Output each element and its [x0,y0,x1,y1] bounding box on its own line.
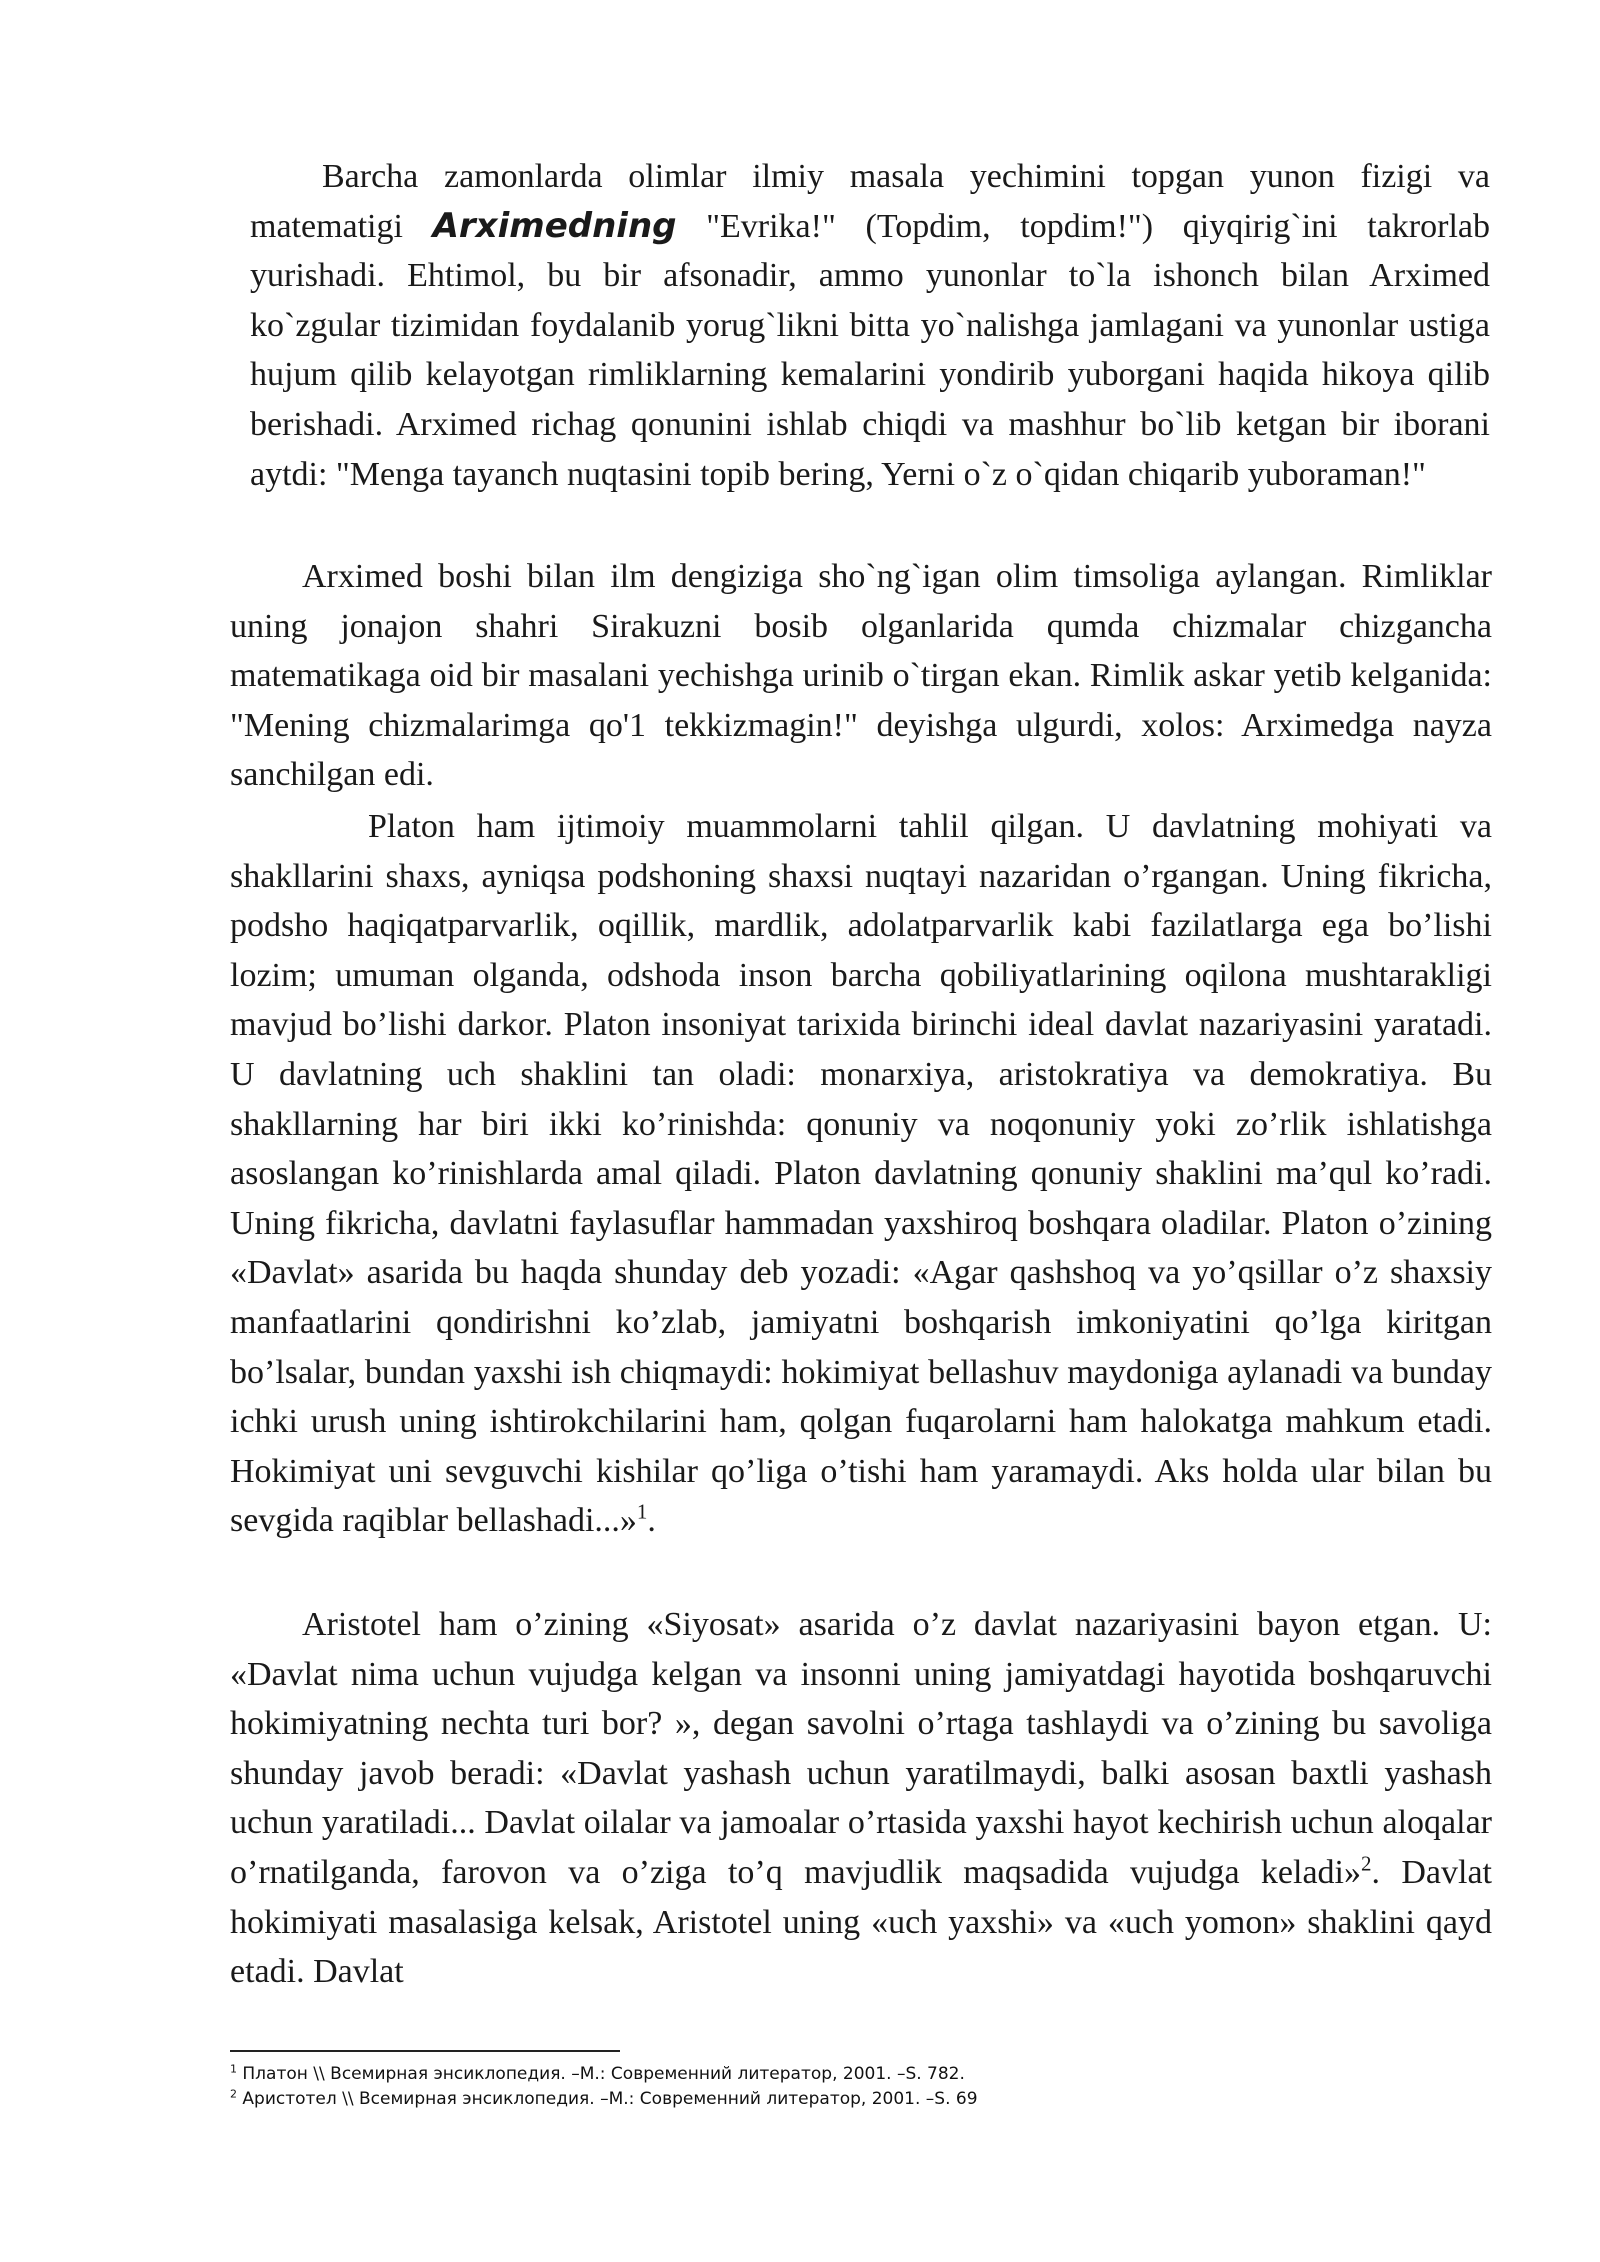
footnote-text: Платон \\ Всемирная энсиклопедия. –М.: Современний литератор, 2001. –S. 782. [237,2064,965,2084]
paragraph-archimedes-eureka [250,152,1490,499]
paragraph-aristotel [230,1600,1492,1997]
paragraph-platon [230,802,1492,1546]
footnote-ref-1[interactable]: 1 [636,1499,648,1524]
paragraph-text: . Davlat hokimiyati masalasiga kelsak, Aristotel uning «uch yaxshi» va «uch yomon» shaklini qayd etadi. Davlat [230,1853,1492,1991]
footnote-2 [230,2088,978,2110]
paragraph-text: "Evrika!" (Topdim, topdim!") qiyqirig`ini takrorlab yurishadi. Ehtimol, bu bir afsonadir, ammo yunonlar to`la ishonch bilan Arximed ko`zgular tizimidan foydalanib yorug`likni bitta yo`nalishga jamlagani va yunonlar ustiga hujum qilib kelayotgan rimliklarning kemalarini yondirib yuborgani haqida hikoya qilib berishadi. Arximed richag qonunini ishlab chiqdi va mashhur bo`lib ketgan bir iborani aytdi: "Menga tayanch nuqtasini topib bering, Yerni o`z o`qidan chiqarib yuboraman!" [250,207,1490,493]
emphasized-name: Arximedning [432,205,677,246]
footnote-text: Аристотел \\ Всемирная энсиклопедия. –М.: Современний литератор, 2001. –S. 69 [237,2089,978,2109]
footnote-number: 1 [230,2062,237,2076]
footnote-ref-2[interactable]: 2 [1361,1851,1372,1876]
paragraph-text: Barcha zamonlarda olimlar ilmiy masala yechimini topgan yunon fizigi va matematigi [250,158,1490,245]
paragraph-text: Aristotel ham o’zining «Siyosat» asarida o’z davlat nazariyasini bayon etgan. U: «Davlat nima uchun vujudga kelgan va insonni uning jamiyatdagi hayotida boshqaruvchi hokimiyatning nechta turi bor? », degan savolni o’rtaga tashlaydi va o’zining bu savoliga shunday javob beradi: «Davlat yashash uchun yaratilmaydi, balki asosan baxtli yashash uchun yaratiladi... Davlat oilalar va jamoalar o’rtasida yaxshi hayot kechirish uchun aloqalar o’rnatilganda, farovon va o’ziga to’q mavjudlik maqsadida vujudga keladi» [230,1606,1492,1891]
paragraph-text: Platon ham ijtimoiy muammolarni tahlil qilgan. U davlatning mohiyati va shakllarini shaxs, ayniqsa podshoning shaxsi nuqtayi nazaridan o’rgangan. Uning fikricha, podsho haqiqatparvarlik, oqillik, mardlik, adolatparvarlik kabi fazilatlarga ega bo’lishi lozim; umuman olganda, odshoda inson barcha qobiliyatlarining oqilona mushtarakligi mavjud bo’lishi darkor. Platon insoniyat tarixida birinchi ideal davlat nazariyasini yaratadi. U davlatning uch shaklini tan oladi: monarxiya, aristokratiya va demokratiya. Bu shakllarning har biri ikki ko’rinishda: qonuniy va noqonuniy yoki zo’rlik ishlatishga asoslangan ko’rinishlarda amal qiladi. Platon davlatning qonuniy shaklini ma’qul ko’radi. Uning fikricha, davlatni faylasuflar hammadan yaxshiroq boshqara oladilar. Platon o’zining «Davlat» asarida bu haqda shunday deb yozadi: «Agar qashshoq va yo’qsillar o’z shaxsiy manfaatlarini qondirishni ko’zlab, jamiyatni boshqarish imkoniyatini qo’lga kiritgan bo’lsalar, bundan yaxshi ish chiqmaydi: hokimiyat bellashuv maydoniga aylanadi va bunday ichki urush uning ishtirokchilarini ham, qolgan fuqarolarni ham halokatga mahkum etadi. Hokimiyat uni sevguvchi kishilar qo’liga o’tishi ham yaramaydi. Aks holda ular bilan bu sevgida raqiblar bellashadi...» [230,808,1492,1540]
paragraph-archimedes-death: Arximed boshi bilan ilm dengiziga sho`ng`igan olim timsoliga aylangan. Rimliklar uning jonajon shahri Sirakuzni bosib olganlarida qumda chizmalar chizgancha matematikaga oid bir masalani yechishga urinib o`tirgan ekan. Rimlik askar yetib kelganida: "Mening chizmalarimga qo'1 tekkizmagin!" deyishga ulgurdi, xolos: Arximedga nayza sanchilgan edi. [230,558,1492,794]
paragraph-text: . [647,1502,656,1540]
footnote-separator [230,2050,620,2052]
footnote-number: 2 [230,2087,237,2101]
footnote-1 [230,2063,965,2085]
